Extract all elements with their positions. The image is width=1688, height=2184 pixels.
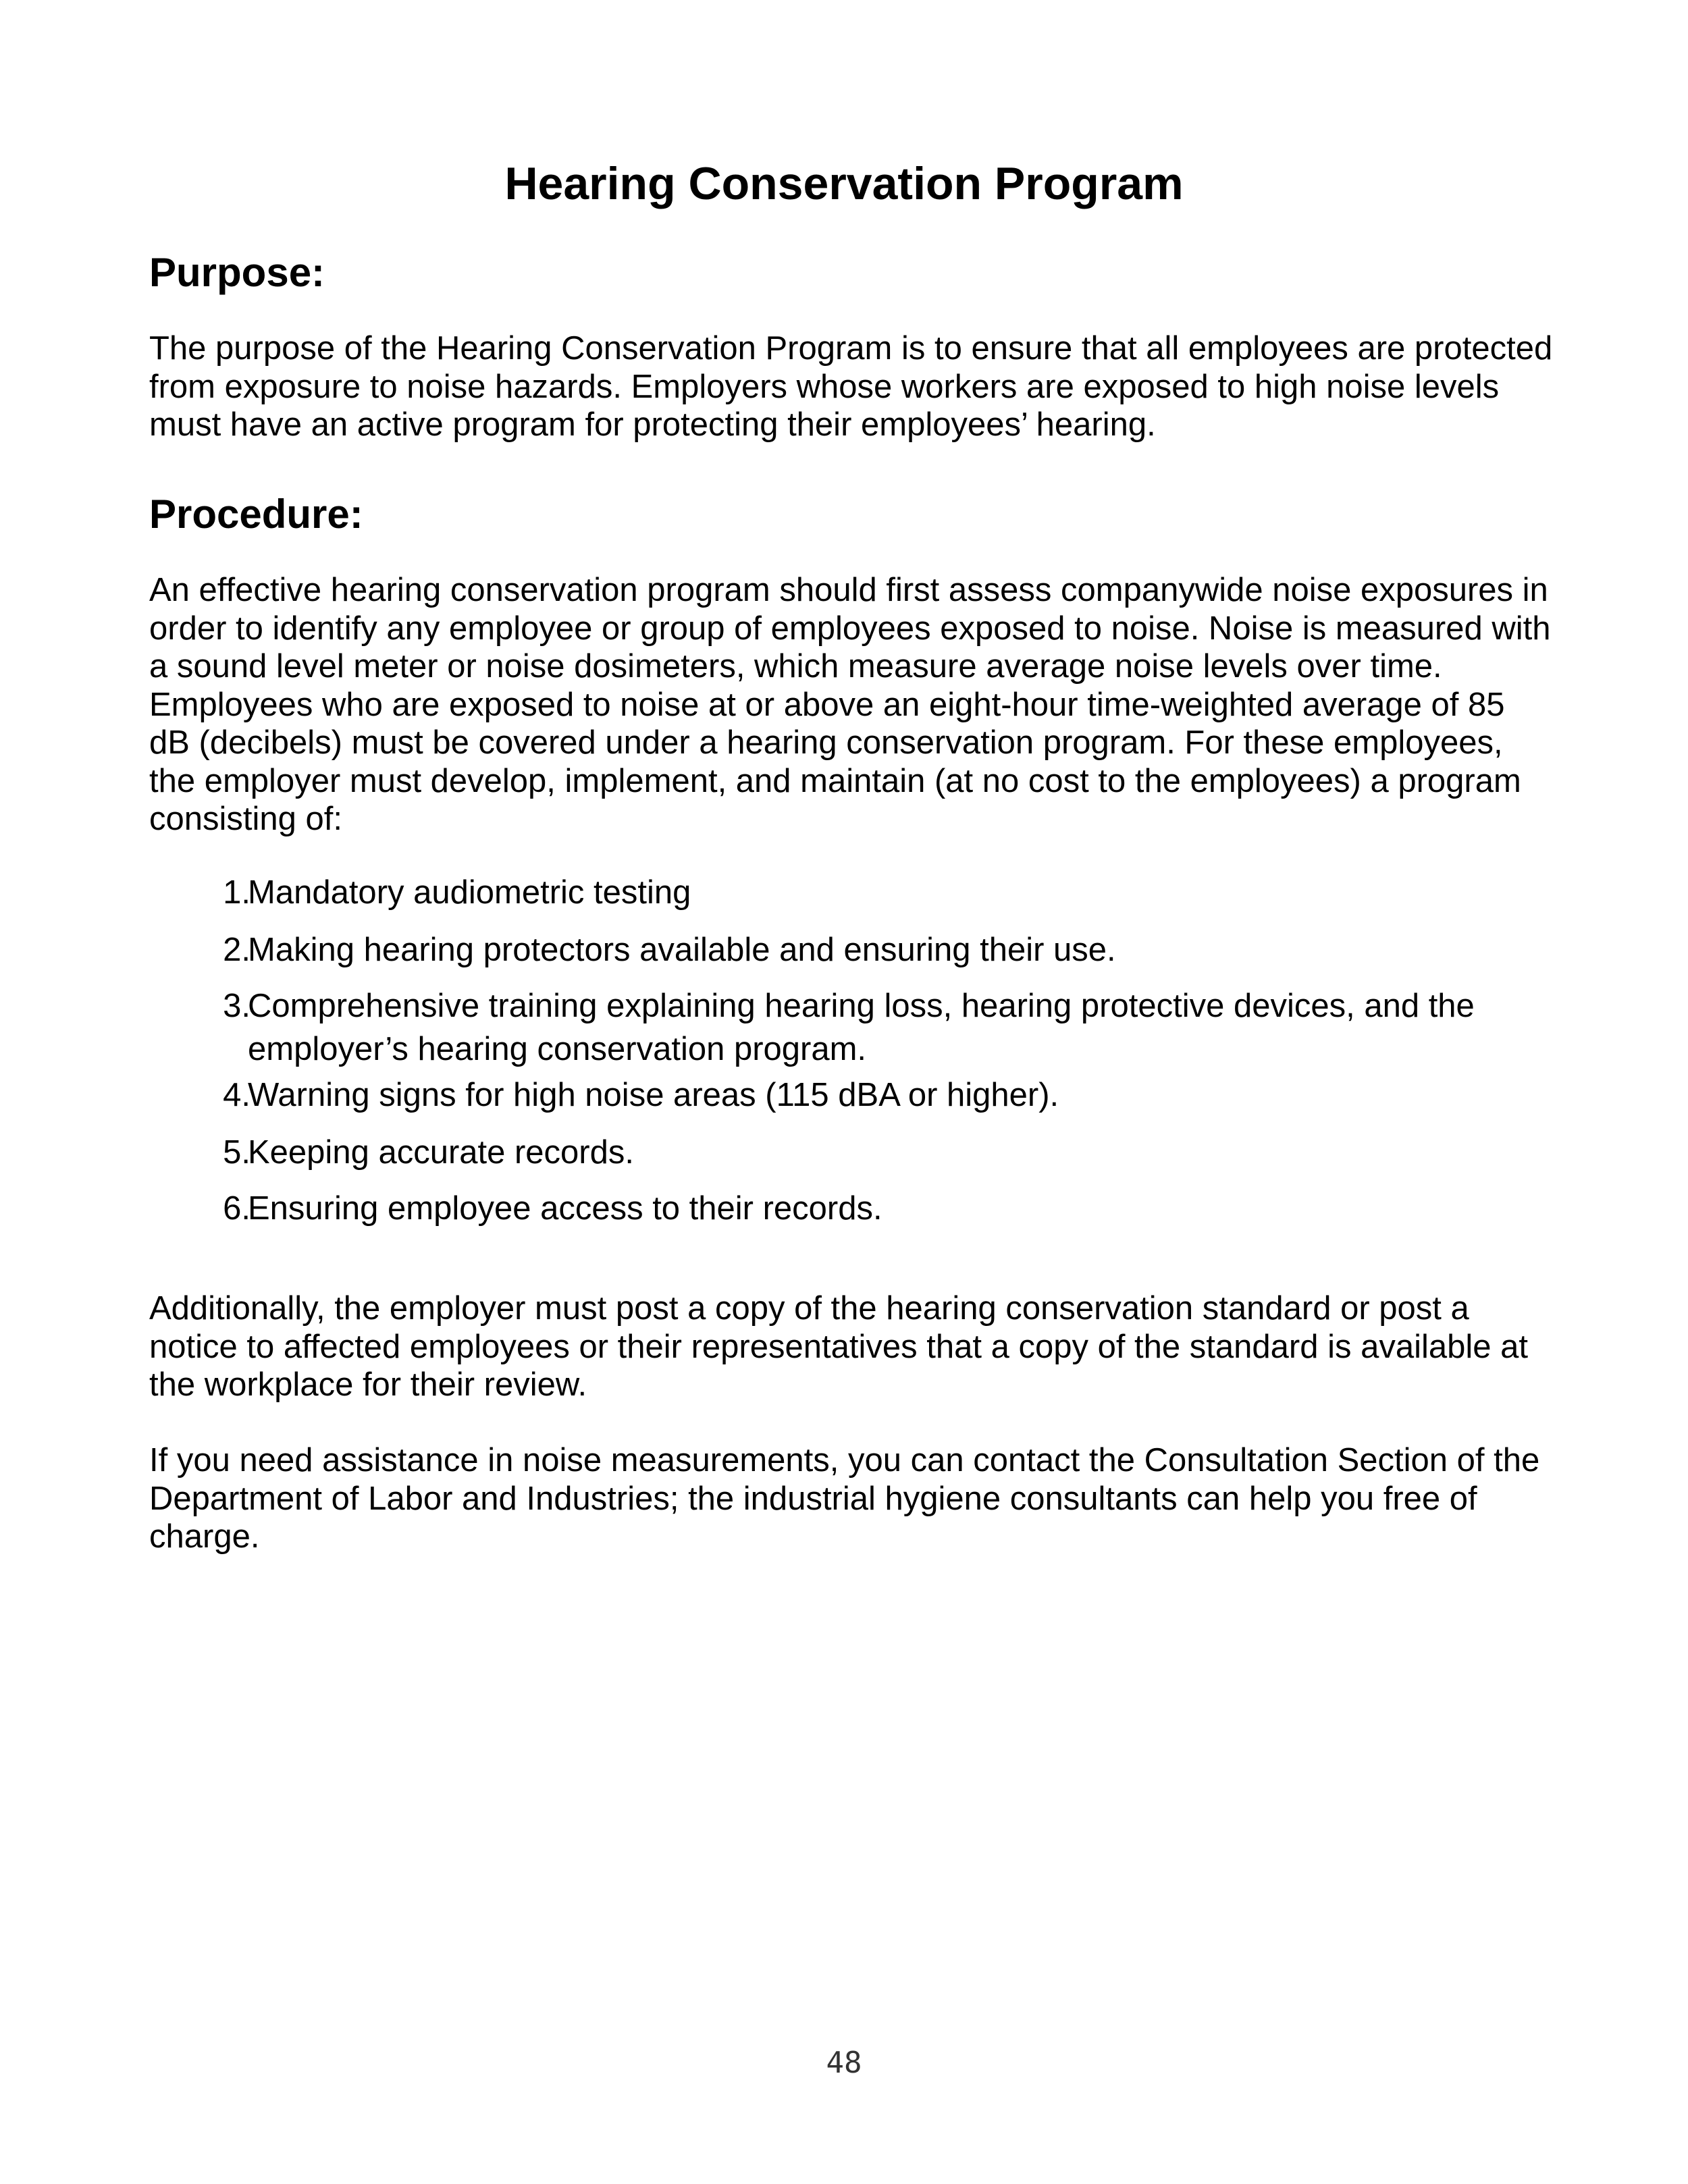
list-item-number: 1. [223,874,250,911]
list-item-text: Mandatory audiometric testing [248,874,691,911]
list-item-text: Warning signs for high noise areas (115 dBA or higher). [248,1077,1059,1113]
list-item-number: 3. [223,988,250,1024]
page-number: 48 [826,2046,862,2080]
list-item-number: 4. [223,1077,250,1113]
assistance-paragraph: If you need assistance in noise measurements, you can contact the Consultation Section of the Department of Labor and Industries; the industrial hygiene consultants can help you free of charge. [149,1442,1540,1555]
additional-paragraph: Additionally, the employer must post a copy of the hearing conservation standard or post a notice to affected employees or their representatives that a copy of the standard is available at the workplace for their review. [149,1290,1528,1403]
list-item-text: Comprehensive training explaining hearing loss, hearing protective devices, and the employer’s hearing conservation program. [248,988,1475,1067]
list-item-text: Ensuring employee access to their records. [248,1190,882,1227]
purpose-heading: Purpose: [149,250,325,295]
list-item-number: 6. [223,1190,250,1227]
list-item-number: 5. [223,1134,250,1171]
list-item-text: Keeping accurate records. [248,1134,634,1171]
procedure-heading: Procedure: [149,491,363,537]
list-item-text: Making hearing protectors available and ensuring their use. [248,932,1116,968]
purpose-paragraph: The purpose of the Hearing Conservation Program is to ensure that all employees are protected from exposure to noise hazards. Employers whose workers are exposed to high noise levels must have an active program for protecting their employees’ hearing. [149,330,1553,443]
page-title: Hearing Conservation Program [504,158,1184,209]
procedure-paragraph: An effective hearing conservation program should first assess companywide noise exposures in order to identify any employee or group of employees exposed to noise. Noise is measured with a sound level meter or noise dosimeters, which measure average noise levels over time. Employees who are exposed to noise at or above an eight-hour time-weighted average of 85 dB (decibels) must be covered under a hearing conservation program. For these employees, the employer must develop, implement, and maintain (at no cost to the employees) a program consisting of: [149,572,1551,837]
list-item-number: 2. [223,932,250,968]
